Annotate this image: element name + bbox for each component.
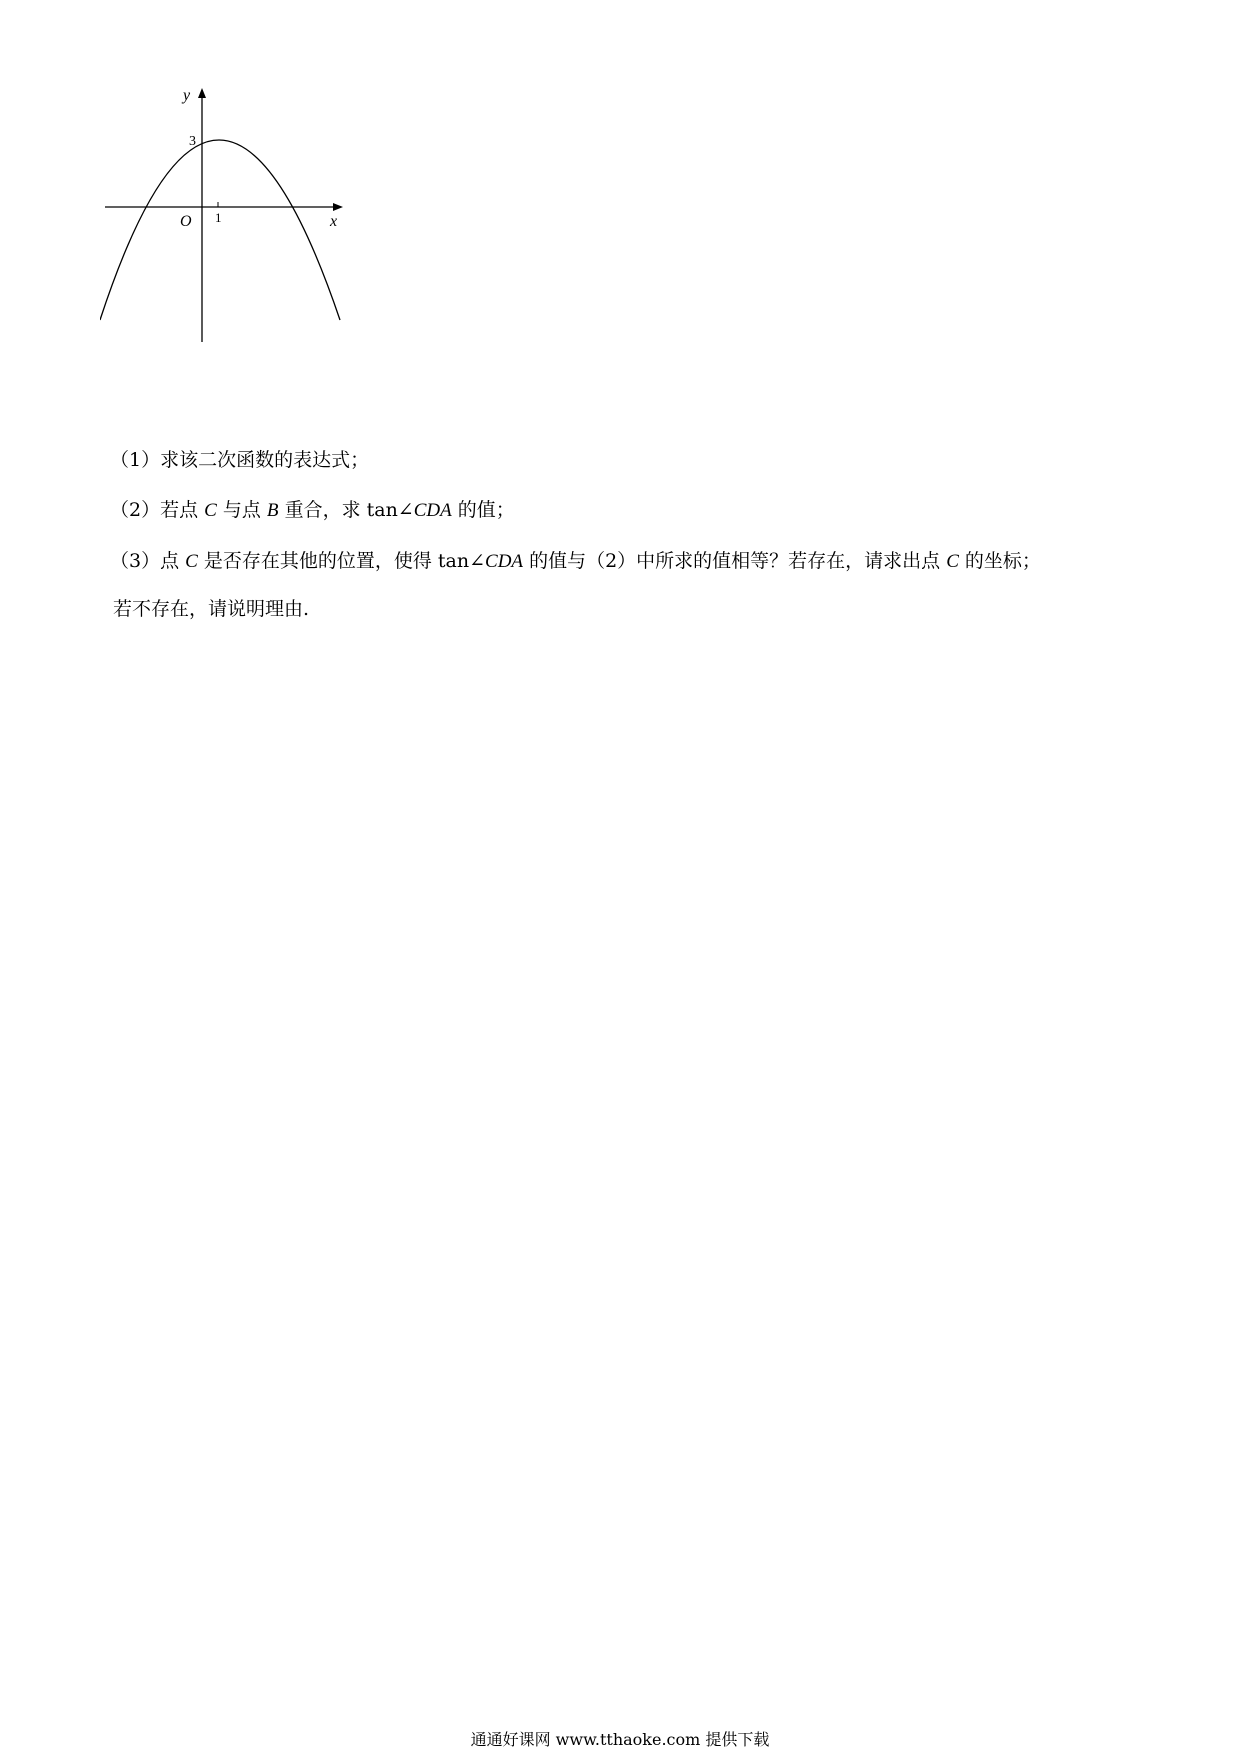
page-footer: 通通好课网 www.tthaoke.com 提供下载 [470, 1730, 770, 1749]
point-b: B [266, 500, 279, 521]
question-1: （1）求该二次函数的表达式； [110, 449, 370, 471]
question-2-mid: 与点 [216, 499, 267, 521]
y-tick-label-3: 3 [189, 134, 196, 149]
point-c: C [946, 551, 959, 572]
question-2-prefix: （2）若点 [110, 499, 205, 521]
angle-cda: CDA [485, 551, 524, 572]
x-axis-arrow [333, 203, 343, 211]
x-axis-label: x [330, 213, 338, 230]
y-axis-arrow [198, 88, 206, 98]
x-tick-label-1: 1 [215, 210, 222, 225]
question-3-mid2: 的值与（2）中所求的值相等？若存在，请求出点 [523, 550, 947, 572]
parabola-graph [100, 80, 400, 400]
parabola-curve [100, 140, 340, 320]
question-3-continuation: 若不存在，请说明理由. [113, 598, 310, 620]
point-c: C [185, 551, 198, 572]
question-2 [110, 494, 515, 527]
angle-cda: CDA [413, 500, 452, 521]
question-3-suffix: 的坐标； [958, 550, 1041, 572]
question-3 [110, 545, 1041, 578]
question-3-mid: 是否存在其他的位置，使得 tan∠ [197, 550, 486, 572]
question-2-mid2: 重合，求 tan∠ [278, 499, 414, 521]
parabola-figure [100, 80, 400, 400]
question-3-prefix: （3）点 [110, 550, 186, 572]
point-c: C [204, 500, 217, 521]
question-2-suffix: 的值； [451, 499, 515, 521]
y-axis-label: y [183, 87, 191, 104]
origin-label: O [180, 213, 192, 230]
